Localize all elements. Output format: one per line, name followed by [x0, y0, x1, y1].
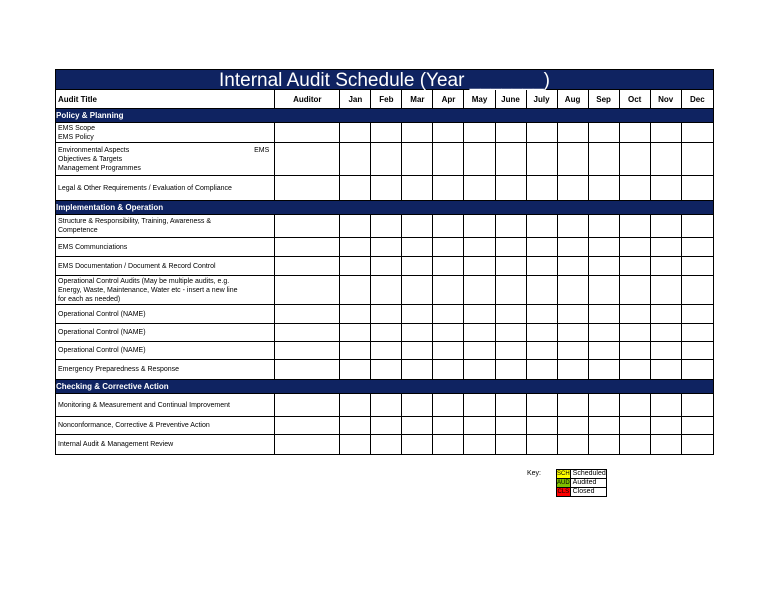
- month-cell[interactable]: [464, 257, 495, 276]
- month-cell[interactable]: [371, 435, 402, 455]
- month-cell[interactable]: [588, 305, 619, 324]
- month-cell[interactable]: [371, 215, 402, 238]
- month-cell[interactable]: [402, 276, 433, 305]
- month-cell[interactable]: [464, 394, 495, 417]
- audit-row: [56, 143, 714, 176]
- audit-row: [56, 324, 714, 342]
- month-cell[interactable]: [433, 143, 464, 176]
- key-code-swatch: AUD: [557, 480, 570, 486]
- audit-title-cell[interactable]: [56, 123, 275, 143]
- month-cell[interactable]: [681, 435, 713, 455]
- month-cell[interactable]: [619, 176, 650, 201]
- month-header: July: [526, 90, 557, 109]
- month-cell[interactable]: [495, 176, 526, 201]
- key-entry: [557, 479, 607, 488]
- audit-row: [56, 257, 714, 276]
- month-cell[interactable]: [495, 342, 526, 360]
- month-cell[interactable]: [588, 435, 619, 455]
- month-cell[interactable]: [588, 176, 619, 201]
- section-header-row: [56, 380, 714, 394]
- month-cell[interactable]: [433, 435, 464, 455]
- month-cell[interactable]: [526, 276, 557, 305]
- month-cell[interactable]: [588, 394, 619, 417]
- month-cell[interactable]: [340, 238, 371, 257]
- month-cell[interactable]: [402, 360, 433, 380]
- month-cell[interactable]: [402, 342, 433, 360]
- month-cell[interactable]: [588, 342, 619, 360]
- section-title: Implementation & Operation: [56, 201, 714, 215]
- month-cell[interactable]: [495, 394, 526, 417]
- month-cell[interactable]: [619, 257, 650, 276]
- month-cell[interactable]: [681, 123, 713, 143]
- audit-row: [56, 238, 714, 257]
- auditor-cell[interactable]: [275, 238, 340, 257]
- month-cell[interactable]: [402, 215, 433, 238]
- section-header-row: [56, 201, 714, 215]
- month-cell[interactable]: [681, 276, 713, 305]
- month-cell[interactable]: [619, 123, 650, 143]
- month-cell[interactable]: [495, 276, 526, 305]
- month-cell[interactable]: [619, 143, 650, 176]
- month-cell[interactable]: [340, 215, 371, 238]
- month-cell[interactable]: [402, 238, 433, 257]
- audit-title-cell[interactable]: [56, 257, 275, 276]
- audit-title-line: Operational Control (NAME): [58, 329, 146, 336]
- month-cell[interactable]: [681, 215, 713, 238]
- audit-title-line: Environmental Aspects: [58, 146, 130, 154]
- month-cell[interactable]: [588, 123, 619, 143]
- month-cell[interactable]: [402, 324, 433, 342]
- month-cell[interactable]: [340, 257, 371, 276]
- month-cell[interactable]: [433, 176, 464, 201]
- audit-title-line: Internal Audit & Management Review: [58, 441, 174, 448]
- month-cell[interactable]: [650, 123, 681, 143]
- month-cell[interactable]: [650, 238, 681, 257]
- month-cell[interactable]: [433, 394, 464, 417]
- key-entry: [557, 470, 607, 479]
- auditor-cell[interactable]: [275, 176, 340, 201]
- month-cell[interactable]: [557, 435, 588, 455]
- month-cell[interactable]: [557, 342, 588, 360]
- month-cell[interactable]: [681, 143, 713, 176]
- month-cell[interactable]: [433, 257, 464, 276]
- month-cell[interactable]: [402, 123, 433, 143]
- month-cell[interactable]: [495, 123, 526, 143]
- month-cell[interactable]: [557, 143, 588, 176]
- month-cell[interactable]: [433, 324, 464, 342]
- month-cell[interactable]: [681, 342, 713, 360]
- month-cell[interactable]: [619, 215, 650, 238]
- month-cell[interactable]: [495, 360, 526, 380]
- key-description: Scheduled: [570, 470, 606, 479]
- month-cell[interactable]: [526, 176, 557, 201]
- month-cell[interactable]: [402, 305, 433, 324]
- month-cell[interactable]: [340, 342, 371, 360]
- month-cell[interactable]: [557, 417, 588, 435]
- auditor-cell[interactable]: [275, 257, 340, 276]
- key-label: Key:: [527, 470, 542, 477]
- month-cell[interactable]: [650, 342, 681, 360]
- month-cell[interactable]: [464, 276, 495, 305]
- month-cell[interactable]: [433, 123, 464, 143]
- month-cell[interactable]: [557, 324, 588, 342]
- month-cell[interactable]: [681, 394, 713, 417]
- month-cell[interactable]: [650, 215, 681, 238]
- audit-row: [56, 305, 714, 324]
- month-cell[interactable]: [340, 394, 371, 417]
- month-cell[interactable]: [371, 342, 402, 360]
- month-cell[interactable]: [526, 305, 557, 324]
- month-cell[interactable]: [681, 238, 713, 257]
- month-cell[interactable]: [402, 257, 433, 276]
- month-header: Aug: [557, 90, 588, 109]
- month-cell[interactable]: [526, 435, 557, 455]
- month-cell[interactable]: [495, 305, 526, 324]
- month-cell[interactable]: [650, 276, 681, 305]
- audit-row: [56, 123, 714, 143]
- section-title: Policy & Planning: [56, 109, 714, 123]
- month-cell[interactable]: [464, 324, 495, 342]
- auditor-cell[interactable]: [275, 215, 340, 238]
- month-cell[interactable]: [371, 360, 402, 380]
- audit-title-cell[interactable]: [56, 305, 275, 324]
- month-cell[interactable]: [464, 176, 495, 201]
- month-cell[interactable]: [557, 176, 588, 201]
- month-cell[interactable]: [464, 305, 495, 324]
- month-header: June: [495, 90, 526, 109]
- month-cell[interactable]: [557, 360, 588, 380]
- month-cell[interactable]: [371, 238, 402, 257]
- month-cell[interactable]: [340, 360, 371, 380]
- month-cell[interactable]: [619, 394, 650, 417]
- month-cell[interactable]: [495, 215, 526, 238]
- key-code-swatch: SCH: [557, 471, 570, 477]
- month-cell[interactable]: [588, 215, 619, 238]
- audit-title-cell[interactable]: [56, 143, 275, 176]
- month-cell[interactable]: [557, 394, 588, 417]
- audit-title-line: Legal & Other Requirements / Evaluation of Compliance: [58, 184, 232, 192]
- month-cell[interactable]: [619, 342, 650, 360]
- audit-title-line: Monitoring & Measurement and Continual Improvement: [58, 401, 230, 409]
- month-cell[interactable]: [495, 238, 526, 257]
- month-cell[interactable]: [619, 417, 650, 435]
- month-cell[interactable]: [340, 435, 371, 455]
- audit-title-line: EMS Communciations: [58, 243, 128, 251]
- month-cell[interactable]: [464, 435, 495, 455]
- month-cell[interactable]: [588, 257, 619, 276]
- month-cell[interactable]: [619, 324, 650, 342]
- month-cell[interactable]: [650, 305, 681, 324]
- audit-schedule-sheet: [55, 69, 714, 455]
- month-cell[interactable]: [402, 143, 433, 176]
- month-cell[interactable]: [526, 360, 557, 380]
- audit-row: [56, 435, 714, 455]
- auditor-cell[interactable]: [275, 305, 340, 324]
- month-cell[interactable]: [371, 417, 402, 435]
- month-cell[interactable]: [402, 394, 433, 417]
- month-cell[interactable]: [526, 324, 557, 342]
- auditor-cell[interactable]: [275, 324, 340, 342]
- auditor-cell[interactable]: [275, 276, 340, 305]
- month-cell[interactable]: [433, 360, 464, 380]
- month-cell[interactable]: [464, 238, 495, 257]
- audit-title-cell[interactable]: [56, 360, 275, 380]
- month-cell[interactable]: [526, 257, 557, 276]
- audit-row: [56, 176, 714, 201]
- month-cell[interactable]: [650, 257, 681, 276]
- month-cell[interactable]: [371, 324, 402, 342]
- audit-title-line: Energy, Waste, Maintenance, Water etc - insert a new line: [58, 286, 238, 294]
- month-header: Feb: [371, 90, 402, 109]
- month-cell[interactable]: [526, 123, 557, 143]
- section-header-row: [56, 109, 714, 123]
- month-header: Sep: [588, 90, 619, 109]
- month-cell[interactable]: [371, 257, 402, 276]
- audit-title-line: Nonconformance, Corrective & Preventive Action: [58, 422, 210, 429]
- audit-title-line: Management Programmes: [58, 164, 141, 172]
- month-header: Apr: [433, 90, 464, 109]
- auditor-header: Auditor: [275, 90, 340, 109]
- audit-title-header: Audit Title: [56, 90, 275, 109]
- month-cell[interactable]: [464, 143, 495, 176]
- month-cell[interactable]: [495, 435, 526, 455]
- month-cell[interactable]: [495, 324, 526, 342]
- month-cell[interactable]: [650, 360, 681, 380]
- auditor-cell[interactable]: [275, 342, 340, 360]
- month-cell[interactable]: [402, 435, 433, 455]
- month-cell[interactable]: [681, 176, 713, 201]
- month-cell[interactable]: [588, 143, 619, 176]
- audit-title-cell[interactable]: [56, 417, 275, 435]
- month-cell[interactable]: [371, 143, 402, 176]
- audit-title-line: Competence: [58, 227, 98, 234]
- month-cell[interactable]: [526, 238, 557, 257]
- month-cell[interactable]: [557, 276, 588, 305]
- month-cell[interactable]: [340, 417, 371, 435]
- month-cell[interactable]: [464, 360, 495, 380]
- audit-row: [56, 215, 714, 238]
- audit-row: [56, 394, 714, 417]
- month-cell[interactable]: [619, 238, 650, 257]
- month-cell[interactable]: [340, 143, 371, 176]
- month-header: Mar: [402, 90, 433, 109]
- audit-title-line: Emergency Preparedness & Response: [58, 366, 180, 373]
- key-description: Audited: [570, 479, 606, 488]
- month-cell[interactable]: [619, 305, 650, 324]
- month-cell[interactable]: [650, 417, 681, 435]
- month-cell[interactable]: [557, 215, 588, 238]
- audit-title-line: Objectives & Targets: [58, 155, 123, 163]
- month-cell[interactable]: [650, 435, 681, 455]
- audit-title-line: Operational Control (NAME): [58, 347, 146, 354]
- key-description: Closed: [570, 488, 606, 497]
- audit-title-cell[interactable]: [56, 394, 275, 417]
- month-cell[interactable]: [526, 143, 557, 176]
- month-cell[interactable]: [557, 238, 588, 257]
- month-header: Dec: [681, 90, 713, 109]
- month-cell[interactable]: [681, 360, 713, 380]
- month-cell[interactable]: [681, 257, 713, 276]
- audit-row: [56, 276, 714, 305]
- month-cell[interactable]: [526, 417, 557, 435]
- month-cell[interactable]: [557, 305, 588, 324]
- audit-title-suffix: EMS: [254, 146, 270, 154]
- month-cell[interactable]: [402, 417, 433, 435]
- month-cell[interactable]: [340, 123, 371, 143]
- column-header-row: [56, 90, 714, 109]
- month-cell[interactable]: [619, 276, 650, 305]
- month-cell[interactable]: [650, 394, 681, 417]
- title-row: [56, 70, 714, 90]
- month-cell[interactable]: [588, 238, 619, 257]
- month-cell[interactable]: [588, 324, 619, 342]
- month-cell[interactable]: [464, 417, 495, 435]
- month-cell[interactable]: [433, 238, 464, 257]
- month-cell[interactable]: [371, 123, 402, 143]
- month-cell[interactable]: [650, 176, 681, 201]
- audit-title-cell[interactable]: [56, 342, 275, 360]
- key-code-swatch: CLS: [557, 489, 570, 495]
- month-cell[interactable]: [371, 394, 402, 417]
- month-header: Nov: [650, 90, 681, 109]
- audit-row: [56, 360, 714, 380]
- audit-title-line: EMS Documentation / Document & Record Control: [58, 262, 216, 270]
- month-cell[interactable]: [495, 143, 526, 176]
- auditor-cell[interactable]: [275, 435, 340, 455]
- month-cell[interactable]: [433, 342, 464, 360]
- month-cell[interactable]: [340, 276, 371, 305]
- audit-title-line: EMS Policy: [58, 133, 94, 141]
- month-header: May: [464, 90, 495, 109]
- month-cell[interactable]: [464, 123, 495, 143]
- month-cell[interactable]: [464, 342, 495, 360]
- audit-title-cell[interactable]: [56, 324, 275, 342]
- key-entry: [557, 488, 607, 497]
- month-cell[interactable]: [681, 324, 713, 342]
- month-cell[interactable]: [340, 305, 371, 324]
- month-cell[interactable]: [588, 360, 619, 380]
- month-cell[interactable]: [681, 417, 713, 435]
- audit-title-line: Operational Control (NAME): [58, 310, 146, 318]
- month-cell[interactable]: [433, 417, 464, 435]
- month-cell[interactable]: [433, 215, 464, 238]
- month-cell[interactable]: [340, 176, 371, 201]
- audit-title-line: Structure & Responsibility, Training, Awareness &: [58, 218, 212, 225]
- month-cell[interactable]: [588, 276, 619, 305]
- month-cell[interactable]: [650, 324, 681, 342]
- page-title: Internal Audit Schedule (Year _______): [56, 70, 714, 90]
- month-cell[interactable]: [588, 417, 619, 435]
- month-cell[interactable]: [619, 360, 650, 380]
- month-cell[interactable]: [464, 215, 495, 238]
- month-cell[interactable]: [402, 176, 433, 201]
- audit-title-cell[interactable]: [56, 435, 275, 455]
- section-title: Checking & Corrective Action: [56, 380, 714, 394]
- auditor-cell[interactable]: [275, 123, 340, 143]
- audit-title-line: EMS Scope: [58, 124, 95, 132]
- month-cell[interactable]: [526, 394, 557, 417]
- month-cell[interactable]: [526, 342, 557, 360]
- month-header: Jan: [340, 90, 371, 109]
- auditor-cell[interactable]: [275, 394, 340, 417]
- audit-schedule-table: [55, 69, 714, 455]
- audit-title-line: Operational Control Audits (May be multiple audits, e.g.: [58, 277, 230, 285]
- month-cell[interactable]: [495, 257, 526, 276]
- month-cell[interactable]: [495, 417, 526, 435]
- month-cell[interactable]: [526, 215, 557, 238]
- month-cell[interactable]: [650, 143, 681, 176]
- month-cell[interactable]: [433, 276, 464, 305]
- audit-row: [56, 342, 714, 360]
- auditor-cell[interactable]: [275, 360, 340, 380]
- audit-title-cell[interactable]: [56, 276, 275, 305]
- month-cell[interactable]: [340, 324, 371, 342]
- month-cell[interactable]: [681, 305, 713, 324]
- month-cell[interactable]: [371, 305, 402, 324]
- audit-title-line: for each as needed): [58, 295, 121, 303]
- month-cell[interactable]: [371, 176, 402, 201]
- month-cell[interactable]: [557, 257, 588, 276]
- audit-title-cell[interactable]: [56, 215, 275, 238]
- month-cell[interactable]: [557, 123, 588, 143]
- month-cell[interactable]: [619, 435, 650, 455]
- audit-row: [56, 417, 714, 435]
- month-header: Oct: [619, 90, 650, 109]
- auditor-cell[interactable]: [275, 417, 340, 435]
- month-cell[interactable]: [433, 305, 464, 324]
- month-cell[interactable]: [371, 276, 402, 305]
- audit-title-cell[interactable]: [56, 238, 275, 257]
- auditor-cell[interactable]: [275, 143, 340, 176]
- audit-title-cell[interactable]: [56, 176, 275, 201]
- key-table: [556, 469, 607, 497]
